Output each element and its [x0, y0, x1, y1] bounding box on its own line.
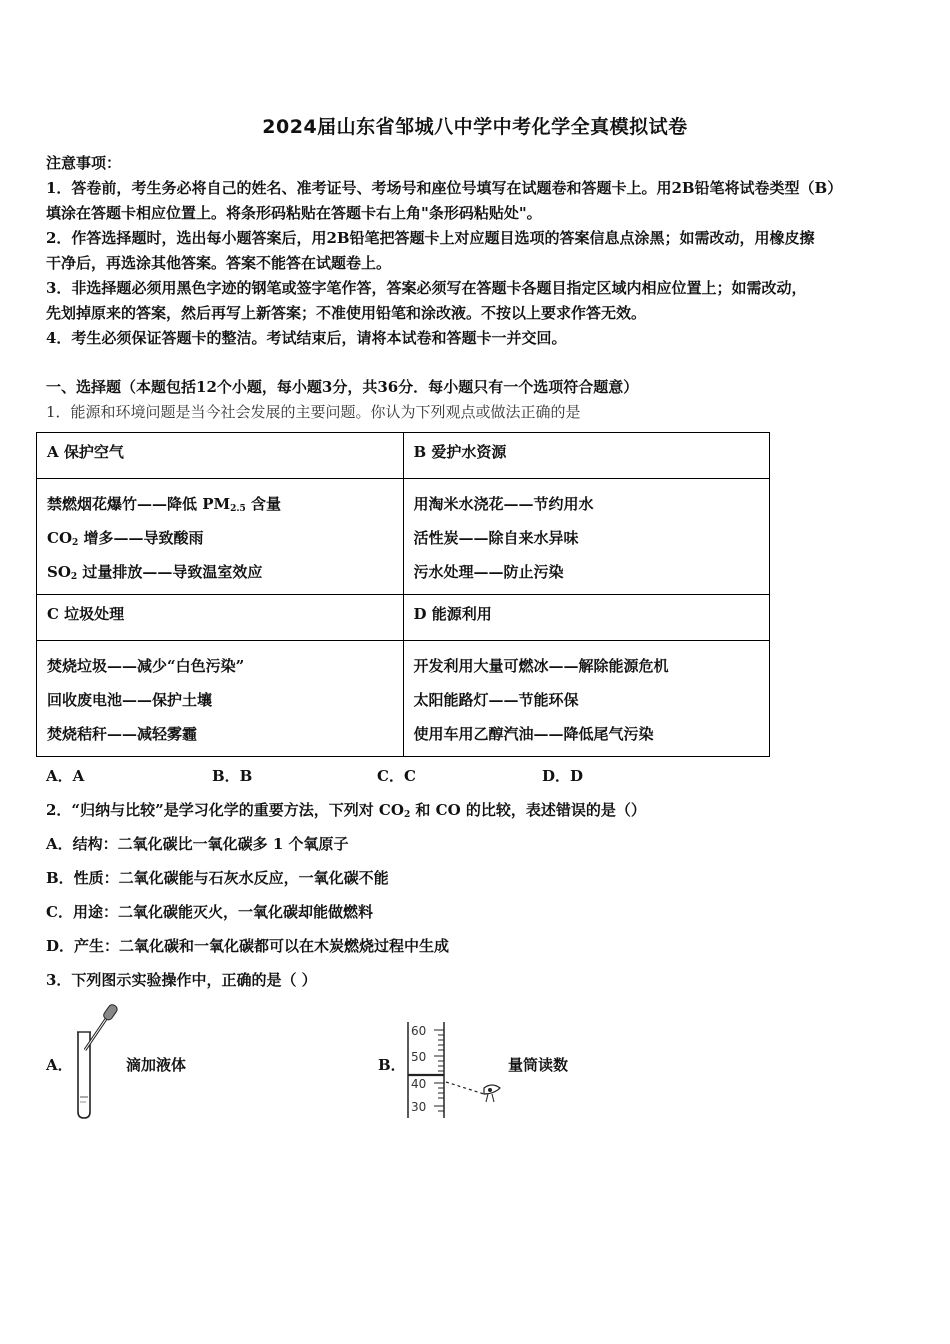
statement: 太阳能路灯——节能环保: [413, 691, 579, 709]
cell-c-body: [37, 641, 404, 757]
q2-option-d[interactable]: D．产生：二氧化碳和一氧化碳都可以在木炭燃烧过程中生成: [46, 937, 450, 955]
q3-option-b-label: 量筒读数: [508, 1056, 569, 1074]
statement: 污水处理——防止污染: [413, 563, 564, 581]
eye-icon: [484, 1085, 500, 1094]
statement: $CO_2$ 增多——导致酸雨: [47, 529, 204, 548]
q3-option-b[interactable]: B．: [378, 1056, 406, 1074]
cell-b-head: B 爱护水资源: [403, 433, 770, 479]
notice-line: 先划掉原来的答案，然后再写上新答案；不准使用铅笔和涂改液。不按以上要求作答无效。: [46, 304, 647, 322]
q1-option-a[interactable]: A．A: [46, 767, 85, 785]
graduated-cylinder-figure: [398, 1018, 508, 1122]
statement: 禁燃烟花爆竹——降低 $PM_{2.5}$ 含量: [47, 495, 282, 514]
scale-60: 60: [411, 1024, 427, 1038]
question-2-stem: 2．“归纳与比较”是学习化学的重要方法，下列对 $CO_2$ 和 CO 的比较，表述错误的是（）: [46, 801, 646, 820]
notice-line: 干净后，再选涂其他答案。答案不能答在试题卷上。: [46, 254, 392, 272]
q3-option-a-label: 滴加液体: [126, 1056, 187, 1074]
notice-line: 4．考生必须保证答题卡的整洁。考试结束后，请将本试卷和答题卡一并交回。: [46, 329, 567, 347]
q1-option-d[interactable]: D．D: [542, 767, 584, 785]
statement: 开发利用大量可燃冰——解除能源危机: [413, 657, 669, 675]
cell-c-head: C 垃圾处理: [37, 595, 404, 641]
q1-option-b[interactable]: B．B: [212, 767, 253, 785]
section-heading: 一、选择题（本题包括12个小题，每小题3分，共36分．每小题只有一个选项符合题意）: [46, 378, 639, 396]
statement: 回收废电池——保护土壤: [47, 691, 213, 709]
scale-50: 50: [411, 1050, 427, 1064]
notice-line: 填涂在答题卡相应位置上。将条形码粘贴在答题卡右上角"条形码粘贴处"。: [46, 204, 542, 222]
question-1-stem: 1．能源和环境问题是当今社会发展的主要问题。你认为下列观点或做法正确的是: [46, 403, 581, 421]
scale-40: 40: [411, 1077, 427, 1091]
question-3-stem: 3．下列图示实验操作中，正确的是（ ）: [46, 971, 317, 989]
q2-option-b[interactable]: B．性质：二氧化碳能与石灰水反应，一氧化碳不能: [46, 869, 389, 887]
statement: 活性炭——除自来水异味: [413, 529, 579, 547]
cell-d-body: [403, 641, 770, 757]
notice-line: 1．答卷前，考生务必将自己的姓名、准考证号、考场号和座位号填写在试题卷和答题卡上。用2B铅笔将试卷类型（B）: [46, 179, 843, 197]
question-1-table: [36, 432, 770, 757]
statement: 焚烧秸秆——减轻雾霾: [47, 725, 198, 743]
notice-heading: 注意事项：: [46, 154, 122, 172]
notice-line: 2．作答选择题时，选出每小题答案后，用2B铅笔把答题卡上对应题目选项的答案信息点涂黑；如需改动，用橡皮擦: [46, 229, 815, 247]
statement: 焚烧垃圾——减少“白色污染”: [47, 657, 245, 675]
statement: 用淘米水浇花——节约用水: [413, 495, 594, 513]
cell-a-body: [37, 479, 404, 595]
q1-option-c[interactable]: C．C: [377, 767, 416, 785]
page-title: 2024届山东省邹城八中学中考化学全真模拟试卷: [262, 116, 688, 138]
cell-a-head: A 保护空气: [37, 433, 404, 479]
cell-d-head: D 能源利用: [403, 595, 770, 641]
dropper-test-tube-figure: [68, 1002, 128, 1122]
scale-30: 30: [411, 1100, 427, 1114]
q2-option-a[interactable]: A．结构：二氧化碳比一氧化碳多 1 个氧原子: [46, 835, 349, 853]
statement: $SO_2$ 过量排放——导致温室效应: [47, 563, 263, 582]
cell-b-body: [403, 479, 770, 595]
q3-option-a[interactable]: A．: [46, 1056, 73, 1074]
statement: 使用车用乙醇汽油——降低尾气污染: [413, 725, 654, 743]
notice-line: 3．非选择题必须用黑色字迹的钢笔或签字笔作答，答案必须写在答题卡各题目指定区域内相应位置上；如需改动，: [46, 279, 807, 297]
q2-option-c[interactable]: C．用途：二氧化碳能灭火，一氧化碳却能做燃料: [46, 903, 373, 921]
